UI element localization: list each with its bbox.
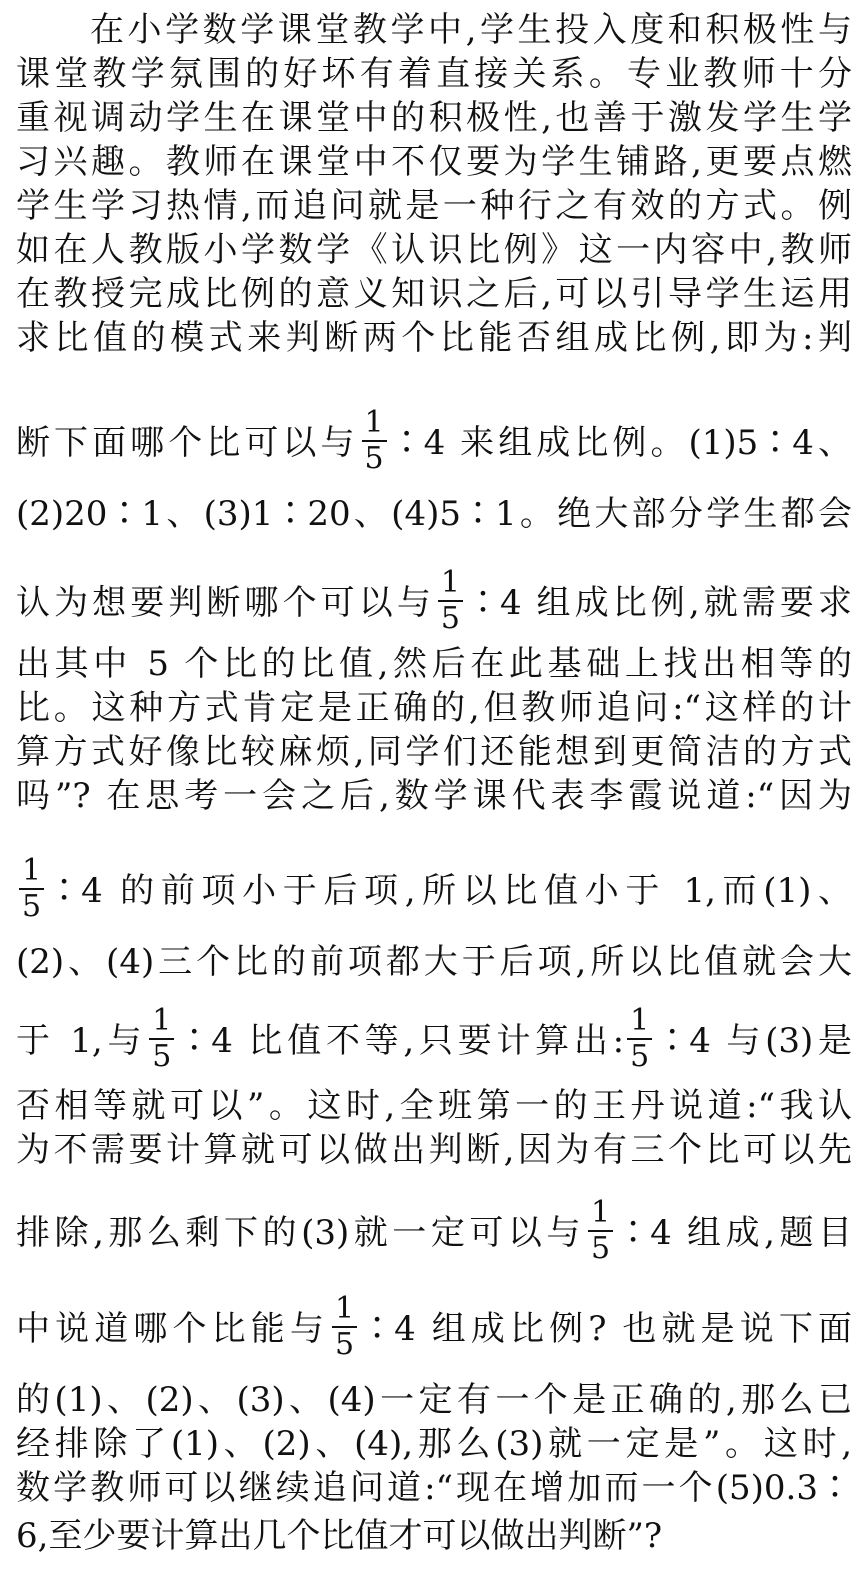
text-line [16,728,852,776]
fraction-numerator: 1 [362,406,387,442]
text-segment: 算方式好像比较麻烦,同学们还能想到更简洁的方式 [16,732,852,772]
text-line [16,1464,852,1512]
text-line [16,270,852,318]
fraction-denominator: 5 [152,1039,172,1074]
text-segment: 课堂教学氛围的好坏有着直接关系。专业教师十分 [16,54,852,94]
text-segment: 否相等就可以”。这时,全班第一的王丹说道:“我认 [16,1086,852,1126]
text-segment: ∶4 比值不等,只要计算出: [177,1021,625,1061]
text-segment: (2)20∶1、(3)1∶20、(4)5∶1。绝大部分学生都会 [16,494,852,534]
text-segment: 吗”? 在思考一会之后,数学课代表李霞说道:“因为 [16,776,852,816]
text-line [16,1291,853,1362]
text-segment: 的(1)、(2)、(3)、(4)一定有一个是正确的,那么已 [16,1380,852,1420]
fraction [19,854,44,924]
text-segment: 求比值的模式来判断两个比能否组成比例,即为:判 [16,318,852,358]
fraction-numerator: 1 [332,1292,357,1328]
text-line [16,640,852,688]
fraction-denominator: 5 [590,1231,611,1266]
text-line [16,182,852,230]
fraction [332,1292,357,1362]
text-line [16,772,852,820]
text-segment: ∶4 来组成比例。(1)5∶4、 [389,423,852,463]
text-line [16,94,852,142]
text-line [90,6,852,54]
text-line [16,1376,852,1424]
text-segment: 6,至少要计算出几个比值才可以做出判断”? [16,1516,663,1556]
text-line [16,1420,852,1468]
text-segment: ∶4 的前项小于后项,所以比值小于 1,而(1)、 [47,871,852,911]
text-line [16,565,853,636]
text-line [16,490,852,538]
fraction-numerator: 1 [19,854,44,890]
text-line [16,684,852,732]
text-segment: ∶4 组成,题目 [616,1213,852,1253]
text-segment: 出其中 5 个比的比值,然后在此基础上找出相等的 [16,644,852,684]
text-line [16,405,852,476]
fraction-numerator: 1 [149,1004,174,1040]
fraction [149,1004,174,1074]
text-line [16,853,852,924]
text-segment: 中说道哪个比能与 [16,1309,330,1349]
text-line [16,1512,852,1560]
text-segment: 经排除了(1)、(2)、(4),那么(3)就一定是”。这时, [16,1424,852,1464]
text-segment: 在小学数学课堂教学中,学生投入度和积极性与 [90,10,852,50]
fraction [362,406,387,476]
text-line [16,1003,853,1074]
text-segment: ∶4 组成比例? 也就是说下面 [360,1309,853,1349]
text-segment: 为不需要计算就可以做出判断,因为有三个比可以先 [16,1130,852,1170]
text-segment: 习兴趣。教师在课堂中不仅要为学生铺路,更要点燃 [16,142,852,182]
text-segment: 学生学习热情,而追问就是一种行之有效的方式。例 [16,186,852,226]
text-segment: 断下面哪个比可以与 [16,423,359,463]
fraction-denominator: 5 [335,1327,355,1362]
fraction-denominator: 5 [630,1039,650,1074]
fraction-numerator: 1 [438,566,463,602]
text-line [16,226,852,274]
fraction [438,566,463,636]
text-line [16,314,852,362]
text-segment: (2)、(4)三个比的前项都大于后项,所以比值就会大 [16,942,852,982]
text-segment: 在教授完成比例的意义知识之后,可以引导学生运用 [16,274,852,314]
text-line [16,1195,852,1266]
text-segment: 如在人教版小学数学《认识比例》这一内容中,教师 [16,230,852,270]
fraction-denominator: 5 [22,889,42,924]
text-line [16,1082,852,1130]
text-line [16,50,852,98]
text-segment: ∶4 组成比例,就需要求 [466,583,853,623]
text-segment: 重视调动学生在课堂中的积极性,也善于激发学生学 [16,98,852,138]
text-line [16,938,852,986]
fraction [627,1004,652,1074]
text-segment: 于 1,与 [16,1021,147,1061]
fraction-numerator: 1 [627,1004,652,1040]
text-segment: 数学教师可以继续追问道:“现在增加而一个(5)0.3∶ [16,1468,852,1508]
text-segment: 认为想要判断哪个可以与 [16,583,435,623]
fraction-denominator: 5 [364,441,384,476]
text-line [16,1126,852,1174]
fraction-denominator: 5 [440,601,461,636]
fraction-numerator: 1 [588,1196,613,1232]
text-line [16,138,852,186]
text-segment: 比。这种方式肯定是正确的,但教师追问:“这样的计 [16,688,852,728]
fraction [588,1196,613,1266]
text-segment: ∶4 与(3)是 [655,1021,853,1061]
text-segment: 排除,那么剩下的(3)就一定可以与 [16,1213,585,1253]
